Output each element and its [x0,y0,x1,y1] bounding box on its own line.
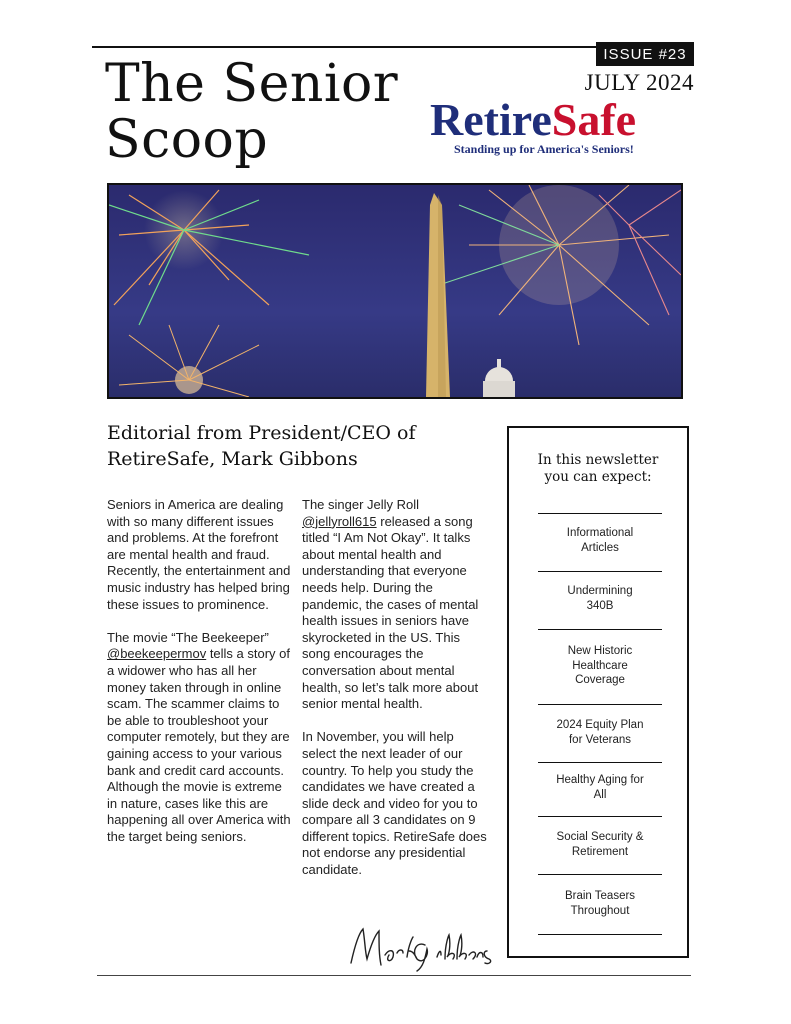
divider [538,874,662,875]
fireworks-monument-illustration [109,185,681,397]
logo-word-retire: Retire [430,94,552,145]
divider [538,762,662,763]
logo-tagline: Standing up for America's Seniors! [454,142,634,156]
contents-item-healthcare-coverage: New Historic Healthcare Coverage [567,645,633,686]
contents-item-brain-teasers: Brain Teasers Throughout [564,890,636,917]
paragraph: The movie “The Beekeeper” @beekeepermov tells a story of a widower who has all her money taken through in online scam. The scammer claims to be able to troubleshoot your computer remotely, but they are gaining access to your various bank and credit card accounts. Although the movie is extreme in nature, cases like this are happening all over America with the target being seniors. [107,629,291,844]
editorial-column-2 [302,497,487,895]
paragraph: The singer Jelly Roll @jellyroll615 released a song titled “I Am Not Okay”. It talks about mental health and understanding that everyone needs help. During the pandemic, the cases of mental health issues in seniors have skyrocketed in the US. This song encourages the conversation about mental health, so let’s talk more about senior mental health. [302,497,479,712]
divider [538,704,662,705]
beekeeper-handle-link[interactable]: @beekeepermov [107,646,207,662]
paragraph: In November, you will help select the next leader of our country. To help you study the candidates we have created a slide deck and video for you to compare all 3 candidates on 9 different topics. RetireSafe does not endorse any presidential candidate. [302,729,487,878]
contents-item-informational-articles: Informational Articles [566,527,634,554]
jellyroll-handle-link[interactable]: @jellyroll615 [302,513,377,529]
editorial-column-1 [107,497,292,862]
newsletter-title [105,56,425,168]
divider [538,513,662,514]
contents-heading: In this newsletter you can expect: [537,452,659,485]
logo-word-safe: Safe [551,94,637,145]
contents-item-healthy-aging: Healthy Aging for All [556,774,644,801]
divider [538,629,662,630]
divider [538,571,662,572]
contents-item-social-security: Social Security & Retirement [556,831,644,858]
retiresafe-logo [430,96,680,162]
issue-badge: ISSUE #23 [596,42,694,66]
title-line-1: The Senior [105,54,399,114]
handwritten-signature [345,915,495,975]
newsletter-contents-box [507,426,689,958]
paragraph: Seniors in America are dealing with so many different issues and problems. At the forefront are mental health and fraud. Recently, the entertainment and music industry has helped bring these issues to prominence. [107,497,291,612]
issue-date: JULY 2024 [584,70,694,95]
divider [538,934,662,935]
signature-image [345,915,495,975]
editorial-heading: Editorial from President/CEO of RetireSafe, Mark Gibbons [107,422,416,470]
contents-item-undermining-340b: Undermining 340B [567,585,633,612]
bottom-rule [97,975,691,976]
title-line-2: Scoop [105,110,269,170]
contents-item-equity-plan-veterans: 2024 Equity Plan for Veterans [556,719,644,746]
hero-fireworks-image [107,183,683,399]
divider [538,816,662,817]
